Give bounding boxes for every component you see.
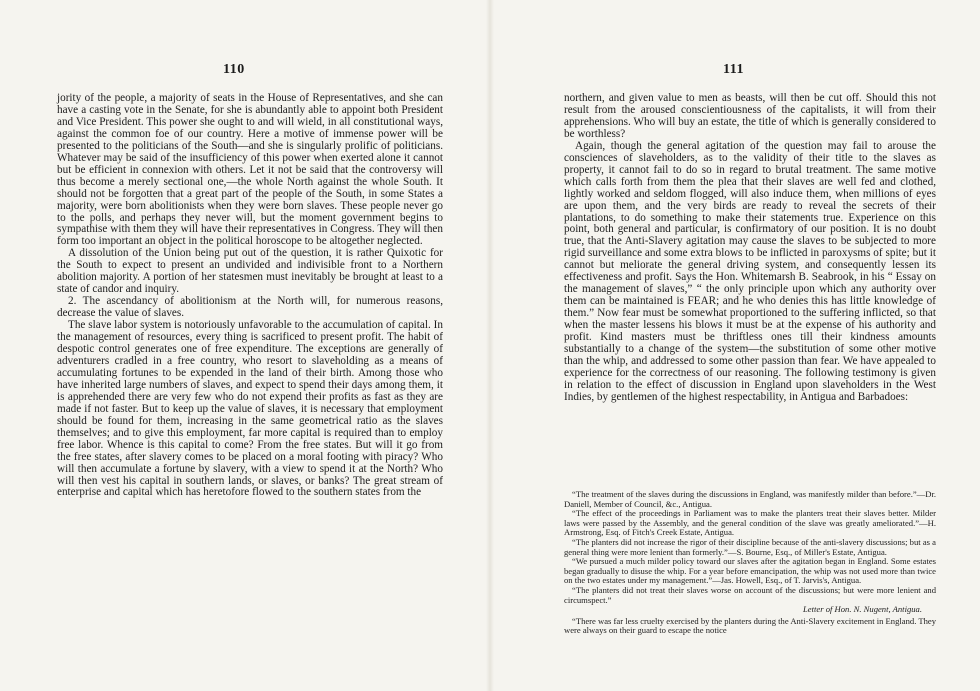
paragraph: Again, though the general agitation of the question may fail to arouse the consciences of slaveholders, as to the validity of their title to the slaves as property, it cannot fail to do so in regard to brutal treatment. The same motive which calls forth from them the plea that their slaves are well fed and clothed, lightly worked and seldom flogged, will also induce them, when millions of eyes are upon them, and the very birds are ready to reveal the secrets of their plantations, to do something to make their statements true. Experience on this point, both general and particular, is confirmatory of our position. It is no doubt true, that the Anti-Slavery agitation may cause the slaves to be subjected to more rigid surveillance and some extra blows to be inflicted in paroxysms of spite; but it cannot but meliorate the general driving system, and consequently lessen its effectiveness and profit. Says the Hon. Whitemarsh B. Seabrook, in his “ Essay on the management of slaves,” “ the only principle upon which any authority over them can be maintained is FEAR; and he who denies this has little knowledge of them.” Now fear must be somewhat proportioned to the suffering inflicted, so that when the master lessens his blows it must be at the expense of his authority and profit. Kind masters must be thriftless ones till their kindness amounts substantially to a change of the system—the substitution of some other motive than the whip, and addressed to some other passion than fear. We have appealed to experience for the correctness of our reasoning. The following testimony is given in relation to the effect of discussion in England upon slaveholders in the West Indies, by gentlemen of the highest respectability, in Antigua and Barbadoes: (564, 139, 936, 403)
right-page (490, 0, 980, 691)
paragraph: A dissolution of the Union being put out of the question, it is rather Quixotic for the South to expect to present an undivided and indivisible front to a Northern abolition majority. A portion of her statesmen must inevitably be brought at least to a state of candor and inquiry. (57, 247, 443, 296)
quote: “The planters did not treat their slaves worse on account of the discussions; but were more lenient and circumspect.” (564, 584, 936, 605)
paragraph: jority of the people, a majority of seats in the House of Representatives, and she can have a casting vote in the Senate, for she is abundantly able to appoint both President and Vice President. This power she ought to and will wield, in all constitutional ways, against the common foe of our country. Here a motive of immense power will be presented to the politicians of the South—and she is singularly prolific of politicians. Whatever may be said of the insufficiency of this power when exerted alone it cannot but be efficient in connexion with others. Let it not be said that the controversy will thus become a merely sectional one,—the whole North against the whole South. It should not be forgotten that a great part of the people of the South, in some States a majority, were born abolitionists when they were born slaves. These people never go to the polls, and perhaps they never will, but the moment government begins to sympathise with them they will have their representatives in Congress. They will then form too important an object in the political horoscope to be altogether neglected. (57, 92, 443, 248)
page-number: 110 (223, 62, 245, 77)
paragraph: The slave labor system is notoriously unfavorable to the accumulation of capital. In the management of resources, every thing is sacrificed to present profit. The habit of despotic control generates one of free expenditure. The exceptions are generally of adventurers cradled in a free country, who resort to slaveholding as a means of accumulating fortunes to be expended in the land of their birth. Among those who have inherited large numbers of slaves, and expect to spend their days among them, it is apprehended there are very few who do not expend their profits as fast as they are made if not faster. But to keep up the value of slaves, it is necessary that employment should be found for them, increasing in the same geometrical ratio as the slaves themselves; and to give this employment, far more capital is required than to employ free labor. Whence is this capital to come? From the free states. But will it go from the free states, after slavery comes to be placed on a moral footing with piracy? Who will then accumulate a fortune by slavery, with a view to spend it at the North? Who will then vest his capital in southern lands, or slaves, or banks? The great stream of enterprise and capital which has heretofore flowed to the southern states from the (57, 319, 443, 499)
page-number: 111 (723, 62, 744, 77)
quote: “The treatment of the slaves during the discussions in England, was manifestly milder than before.”—Dr. Daniell, Member of Council, &c., Antigua. (564, 489, 936, 509)
paragraph: 2. The ascendancy of abolitionism at the North will, for numerous reasons, decrease the value of slaves. (57, 295, 443, 320)
quote: “We pursued a much milder policy toward our slaves after the agitation began in England. Some estates began gradually to disuse the whip. For a year before emancipation, the whip was not used more than twice on the two estates under my management.”—Jas. Howell, Esq., of T. Jarvis's, Antigua. (564, 556, 936, 586)
quote-attribution: Letter of Hon. N. Nugent, Antigua. (803, 604, 922, 615)
body-text (564, 93, 936, 404)
quote: “The effect of the proceedings in Parliament was to make the planters treat their slaves better. Milder laws were passed by the Assembly, and the general condition of the slave was greatly ameliorated.”—H. Armstrong, Esq. of Fitch's Creek Estate, Antigua. (564, 508, 936, 538)
body-text (57, 93, 443, 499)
testimony-quotes (564, 490, 936, 636)
quote: “The planters did not increase the rigor of their discipline because of the anti-slavery discussions; but as a general thing were more lenient than formerly.”—S. Bourne, Esq., of Miller's Estate, Antigua. (564, 536, 936, 557)
quote: “There was far less cruelty exercised by the planters during the Anti-Slavery excitement in England. They were always on their guard to escape the notice (564, 615, 936, 636)
paragraph: northern, and given value to men as beasts, will then be cut off. Should this not result from the aroused conscientiousness of the capitalists, it will from their apprehensions. Who will buy an estate, the title of which is generally considered to be worthless? (564, 92, 936, 140)
